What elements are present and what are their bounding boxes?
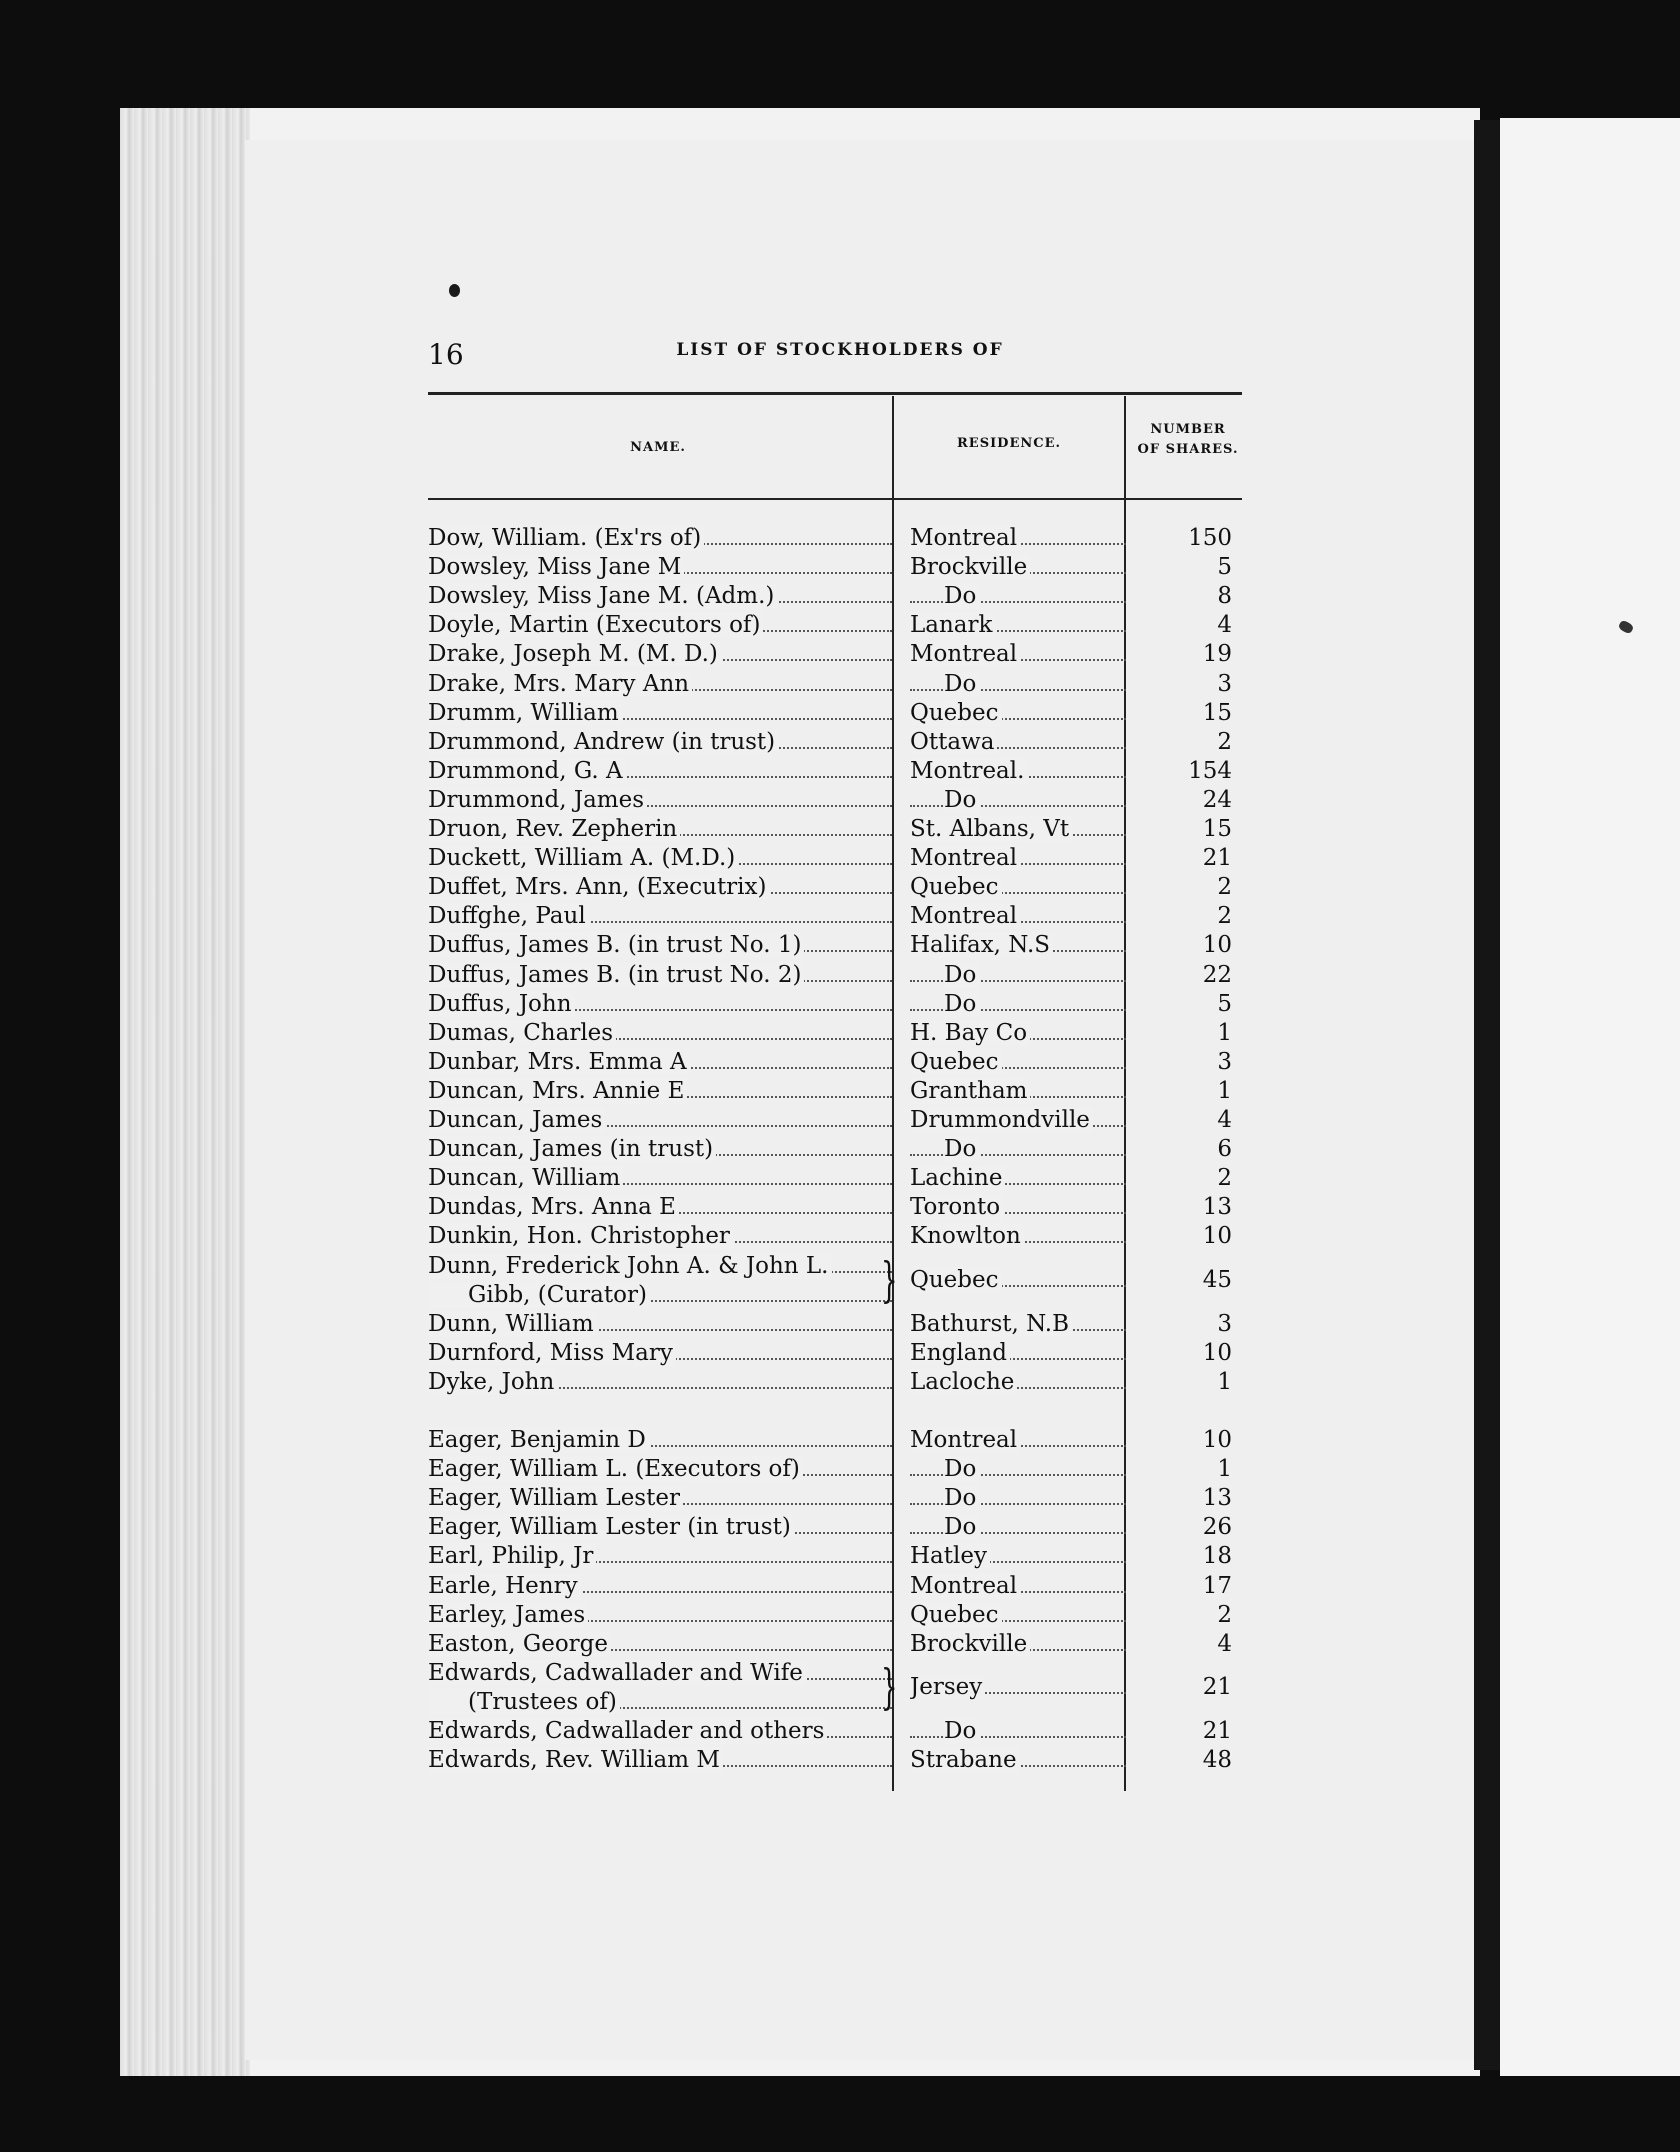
stockholder-name: Drake, Joseph M. (M. D.) bbox=[428, 640, 898, 668]
stockholder-shares: 2 bbox=[1217, 874, 1232, 901]
stockholder-shares: 6 bbox=[1217, 1136, 1232, 1163]
stockholder-name: Duckett, William A. (M.D.) bbox=[428, 844, 898, 872]
stockholder-shares: 3 bbox=[1217, 1048, 1232, 1075]
stockholder-residence: Toronto bbox=[910, 1193, 1132, 1221]
stockholder-shares: 8 bbox=[1217, 583, 1232, 610]
stockholder-residence: Quebec bbox=[910, 1601, 1132, 1629]
stockholder-name: Eager, William L. (Executors of) bbox=[428, 1455, 898, 1483]
stockholder-shares: 2 bbox=[1217, 1601, 1232, 1628]
stockholder-residence: Montreal bbox=[910, 1572, 1132, 1600]
stockholder-shares: 1 bbox=[1217, 1368, 1232, 1395]
stockholder-name: Dowsley, Miss Jane M. (Adm.) bbox=[428, 582, 898, 610]
stockholder-residence: Do bbox=[910, 786, 1132, 814]
stockholder-residence: Lacloche bbox=[910, 1368, 1132, 1396]
stockholder-residence: Quebec bbox=[910, 699, 1132, 727]
stockholder-residence: Montreal bbox=[910, 844, 1132, 872]
stockholder-residence: Do bbox=[910, 670, 1132, 698]
column-header-name: NAME. bbox=[630, 440, 686, 455]
stockholder-name: Duffghe, Paul bbox=[428, 902, 898, 930]
stockholder-residence: Halifax, N.S bbox=[910, 931, 1132, 959]
stockholder-residence: H. Bay Co bbox=[910, 1019, 1132, 1047]
stockholder-name: Eager, William Lester bbox=[428, 1484, 898, 1512]
stockholder-shares: 4 bbox=[1217, 1630, 1232, 1657]
stockholder-residence: Lanark bbox=[910, 611, 1132, 639]
stockholder-residence: Hatley bbox=[910, 1542, 1132, 1570]
stockholder-shares: 17 bbox=[1202, 1572, 1232, 1599]
stockholder-name: Eager, William Lester (in trust) bbox=[428, 1513, 898, 1541]
stockholder-name: Duncan, Mrs. Annie E bbox=[428, 1077, 898, 1105]
stockholder-shares: 45 bbox=[1202, 1267, 1232, 1294]
stockholder-name: Drummond, Andrew (in trust) bbox=[428, 728, 898, 756]
ink-speck bbox=[449, 284, 460, 297]
stockholder-residence: Brockville bbox=[910, 1630, 1132, 1658]
stockholder-name: Edwards, Cadwallader and Wife bbox=[428, 1659, 898, 1687]
stockholder-residence: Do bbox=[910, 990, 1132, 1018]
stockholder-name: Duffus, James B. (in trust No. 1) bbox=[428, 931, 898, 959]
stockholder-shares: 2 bbox=[1217, 728, 1232, 755]
stockholder-residence: Bathurst, N.B bbox=[910, 1310, 1132, 1338]
stockholder-shares: 10 bbox=[1202, 932, 1232, 959]
running-head: LIST OF STOCKHOLDERS OF bbox=[676, 340, 1004, 360]
stockholder-shares: 15 bbox=[1202, 816, 1232, 842]
stockholder-shares: 10 bbox=[1202, 1223, 1232, 1250]
stockholder-name: Dumas, Charles bbox=[428, 1019, 898, 1047]
stockholder-name: Dunn, William bbox=[428, 1310, 898, 1338]
stockholder-name: Earle, Henry bbox=[428, 1572, 898, 1600]
brace-mark: } bbox=[880, 1658, 898, 1715]
stockholder-residence: Jersey bbox=[910, 1673, 1132, 1701]
stockholder-residence: Do bbox=[910, 1717, 1132, 1745]
stockholder-shares: 10 bbox=[1202, 1339, 1232, 1366]
stockholder-name: Earl, Philip, Jr bbox=[428, 1542, 898, 1570]
stockholder-shares: 10 bbox=[1202, 1427, 1232, 1453]
stockholder-name: Duncan, James bbox=[428, 1106, 898, 1134]
stockholder-residence: Lachine bbox=[910, 1164, 1132, 1192]
stockholder-shares: 5 bbox=[1217, 990, 1232, 1017]
column-header-residence: RESIDENCE. bbox=[956, 436, 1062, 451]
stockholder-shares: 2 bbox=[1217, 903, 1232, 930]
stockholder-residence: Grantham bbox=[910, 1077, 1132, 1105]
stockholder-name: Dowsley, Miss Jane M bbox=[428, 553, 898, 581]
stockholder-residence: Quebec bbox=[910, 873, 1132, 901]
stockholder-name: Duffet, Mrs. Ann, (Executrix) bbox=[428, 873, 898, 901]
stockholder-shares: 5 bbox=[1217, 554, 1232, 581]
stockholder-name: Durnford, Miss Mary bbox=[428, 1339, 898, 1367]
stacked-page-edges bbox=[120, 108, 250, 2076]
stockholder-name-continuation: (Trustees of) bbox=[428, 1688, 898, 1716]
header-bottom-rule bbox=[428, 498, 1242, 500]
stockholder-shares: 1 bbox=[1217, 1456, 1232, 1483]
stockholder-residence: St. Albans, Vt bbox=[910, 815, 1132, 843]
stockholder-name: Edwards, Cadwallader and others bbox=[428, 1717, 898, 1745]
stockholder-name: Edwards, Rev. William M bbox=[428, 1746, 898, 1774]
column-header-shares-line2: OF SHARES. bbox=[1137, 442, 1239, 457]
page-number: 16 bbox=[428, 338, 464, 371]
stockholder-name: Duffus, James B. (in trust No. 2) bbox=[428, 961, 898, 989]
stockholder-name: Drumm, William bbox=[428, 699, 898, 727]
stockholder-shares: 1 bbox=[1217, 1019, 1232, 1046]
stockholder-name: Eager, Benjamin D bbox=[428, 1426, 898, 1454]
stockholder-name: Easton, George bbox=[428, 1630, 898, 1658]
stockholder-shares: 15 bbox=[1202, 699, 1232, 726]
stockholder-shares: 3 bbox=[1217, 670, 1232, 697]
stockholder-shares: 2 bbox=[1217, 1165, 1232, 1192]
stockholder-shares: 18 bbox=[1202, 1543, 1232, 1570]
stockholder-name: Dyke, John bbox=[428, 1368, 898, 1396]
stockholder-name: Druon, Rev. Zepherin bbox=[428, 815, 898, 843]
column-header-shares-line1: NUMBER bbox=[1150, 422, 1226, 437]
stockholder-residence: Montreal bbox=[910, 1426, 1132, 1454]
stockholder-shares: 24 bbox=[1202, 786, 1232, 813]
column-header-shares bbox=[1128, 420, 1248, 460]
stockholder-residence: Montreal bbox=[910, 640, 1132, 668]
stockholder-residence: Montreal bbox=[910, 902, 1132, 930]
stockholder-shares: 21 bbox=[1202, 1718, 1232, 1744]
header-top-rule bbox=[428, 392, 1242, 395]
stockholder-shares: 13 bbox=[1202, 1194, 1232, 1221]
stockholder-residence: Do bbox=[910, 1513, 1132, 1541]
stockholder-residence: Quebec bbox=[910, 1048, 1132, 1076]
stockholder-name: Dow, William. (Ex'rs of) bbox=[428, 524, 898, 552]
stockholder-shares: 150 bbox=[1188, 525, 1232, 551]
stockholder-name: Drummond, G. A bbox=[428, 757, 898, 785]
stockholder-residence: Strabane bbox=[910, 1746, 1132, 1774]
stockholder-shares: 48 bbox=[1202, 1747, 1232, 1774]
stockholder-residence: Do bbox=[910, 1135, 1132, 1163]
stockholder-shares: 21 bbox=[1202, 1674, 1232, 1701]
stockholder-name: Dunn, Frederick John A. & John L. bbox=[428, 1252, 898, 1280]
stockholder-name: Drake, Mrs. Mary Ann bbox=[428, 670, 898, 698]
stockholder-name: Dunkin, Hon. Christopher bbox=[428, 1222, 898, 1250]
stockholder-residence: Do bbox=[910, 1484, 1132, 1512]
stockholder-shares: 13 bbox=[1202, 1485, 1232, 1512]
stockholder-shares: 154 bbox=[1188, 757, 1232, 784]
stockholder-shares: 26 bbox=[1202, 1514, 1232, 1541]
stockholder-residence: Ottawa bbox=[910, 728, 1132, 756]
stockholder-residence: Brockville bbox=[910, 553, 1132, 581]
book-gutter bbox=[1474, 120, 1500, 2070]
stockholder-residence: Do bbox=[910, 1455, 1132, 1483]
stockholder-name: Drummond, James bbox=[428, 786, 898, 814]
stockholder-residence: Montreal. bbox=[910, 757, 1132, 785]
stockholder-residence: Knowlton bbox=[910, 1222, 1132, 1250]
stockholder-name-continuation: Gibb, (Curator) bbox=[428, 1281, 898, 1309]
stockholder-name: Duncan, William bbox=[428, 1164, 898, 1192]
stockholder-residence: Do bbox=[910, 961, 1132, 989]
brace-mark: } bbox=[880, 1251, 898, 1308]
stockholder-name: Doyle, Martin (Executors of) bbox=[428, 611, 898, 639]
stockholder-shares: 4 bbox=[1217, 1107, 1232, 1133]
facing-page bbox=[1500, 118, 1680, 2076]
stockholder-residence: Quebec bbox=[910, 1266, 1132, 1294]
stockholder-name: Dunbar, Mrs. Emma A bbox=[428, 1048, 898, 1076]
stockholder-shares: 19 bbox=[1202, 641, 1232, 668]
stockholder-shares: 22 bbox=[1202, 961, 1232, 988]
stockholder-residence: England bbox=[910, 1339, 1132, 1367]
stockholder-shares: 21 bbox=[1202, 845, 1232, 872]
stockholder-residence: Do bbox=[910, 582, 1132, 610]
stockholder-shares: 1 bbox=[1217, 1077, 1232, 1104]
stockholder-shares: 4 bbox=[1217, 612, 1232, 639]
stockholder-name: Duncan, James (in trust) bbox=[428, 1135, 898, 1163]
stockholder-shares: 3 bbox=[1217, 1310, 1232, 1337]
stockholder-residence: Montreal bbox=[910, 524, 1132, 552]
stockholder-name: Earley, James bbox=[428, 1601, 898, 1629]
stockholder-residence: Drummondville bbox=[910, 1106, 1132, 1134]
stockholder-name: Duffus, John bbox=[428, 990, 898, 1018]
stockholder-name: Dundas, Mrs. Anna E bbox=[428, 1193, 898, 1221]
